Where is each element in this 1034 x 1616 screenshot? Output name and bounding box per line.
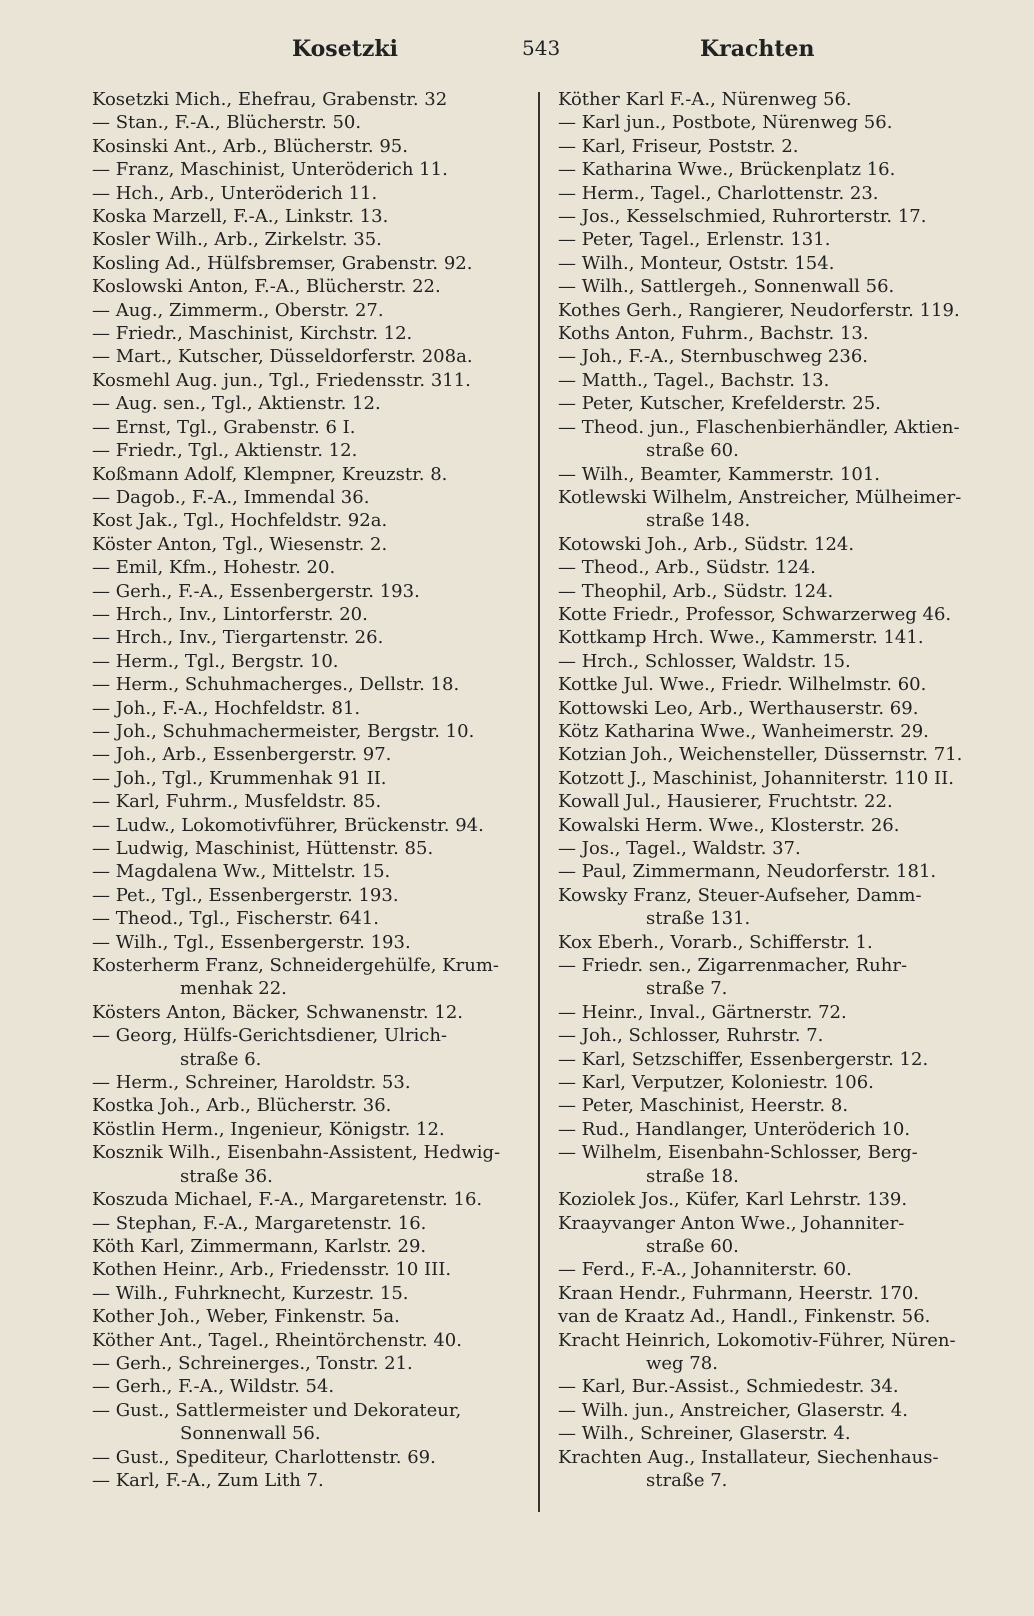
directory-entry: — Theod. jun., Flaschenbierhändler, Aktien-: [558, 416, 960, 438]
directory-entry: Kosinski Ant., Arb., Blücherstr. 95.: [92, 135, 408, 157]
directory-entry: — Karl, F.-A., Zum Lith 7.: [92, 1469, 324, 1491]
directory-entry: Kottkamp Hrch. Wwe., Kammerstr. 141.: [558, 627, 924, 649]
directory-entry: — Karl, Bur.-Assist., Schmiedestr. 34.: [558, 1376, 899, 1398]
directory-entry: Koßmann Adolf, Klempner, Kreuzstr. 8.: [92, 463, 448, 485]
directory-entry: — Wilh., Schreiner, Glaserstr. 4.: [558, 1423, 851, 1445]
directory-entry: Koslowski Anton, F.-A., Blücherstr. 22.: [92, 276, 441, 298]
directory-entry: straße 60.: [646, 1235, 739, 1257]
directory-entry: Kowall Jul., Hausierer, Fruchtstr. 22.: [558, 791, 893, 813]
directory-entry: Kottowski Leo, Arb., Werthauserstr. 69.: [558, 697, 919, 719]
directory-entry: straße 7.: [646, 1469, 728, 1491]
directory-entry: straße 60.: [646, 440, 739, 462]
directory-entry: Kowalski Herm. Wwe., Klosterstr. 26.: [558, 814, 900, 836]
directory-entry: straße 148.: [646, 510, 751, 532]
directory-entry: — Theod., Arb., Südstr. 124.: [558, 557, 816, 579]
directory-entry: — Gerh., F.-A., Wildstr. 54.: [92, 1376, 335, 1398]
directory-entry: — Hrch., Inv., Lintorferstr. 20.: [92, 603, 368, 625]
directory-entry: — Joh., Schlosser, Ruhrstr. 7.: [558, 1025, 824, 1047]
directory-entry: — Ludw., Lokomotivführer, Brückenstr. 94.: [92, 814, 484, 836]
directory-entry: Kostka Joh., Arb., Blücherstr. 36.: [92, 1095, 392, 1117]
directory-entry: — Ernst, Tgl., Grabenstr. 6 I.: [92, 416, 356, 438]
directory-entry: — Stan., F.-A., Blücherstr. 50.: [92, 112, 362, 134]
directory-entry: Kother Joh., Weber, Finkenstr. 5a.: [92, 1306, 400, 1328]
directory-entry: — Joh., F.-A., Hochfeldstr. 81.: [92, 697, 361, 719]
directory-entry: — Karl, Friseur, Poststr. 2.: [558, 135, 799, 157]
directory-entry: Kox Eberh., Vorarb., Schifferstr. 1.: [558, 931, 873, 953]
directory-entry: — Mart., Kutscher, Düsseldorferstr. 208a.: [92, 346, 473, 368]
directory-entry: — Dagob., F.-A., Immendal 36.: [92, 486, 370, 508]
directory-entry: — Pet., Tgl., Essenbergerstr. 193.: [92, 884, 399, 906]
directory-entry: — Herm., Tagel., Charlottenstr. 23.: [558, 182, 879, 204]
directory-entry: straße 7.: [646, 978, 728, 1000]
directory-entry: — Joh., Arb., Essenbergerstr. 97.: [92, 744, 392, 766]
directory-entry: — Wilh., Fuhrknecht, Kurzestr. 15.: [92, 1282, 409, 1304]
directory-entry: weg 78.: [646, 1352, 718, 1374]
directory-entry: — Paul, Zimmermann, Neudorferstr. 181.: [558, 861, 937, 883]
directory-entry: — Gust., Sattlermeister und Dekorateur,: [92, 1399, 462, 1421]
directory-entry: — Franz, Maschinist, Unteröderich 11.: [92, 159, 448, 181]
directory-entry: Kosetzki Mich., Ehefrau, Grabenstr. 32: [92, 89, 448, 110]
directory-entry: Kowsky Franz, Steuer-Aufseher, Damm-: [558, 884, 922, 906]
directory-entry: — Wilh. jun., Anstreicher, Glaserstr. 4.: [558, 1399, 908, 1421]
directory-entry: — Gerh., F.-A., Essenbergerstr. 193.: [92, 580, 420, 602]
directory-entry: — Stephan, F.-A., Margaretenstr. 16.: [92, 1212, 427, 1234]
directory-entry: — Hch., Arb., Unteröderich 11.: [92, 182, 378, 204]
header-first-name: Kosetzki: [292, 36, 398, 62]
directory-entry: Kraayvanger Anton Wwe., Johanniter-: [558, 1212, 905, 1234]
directory-entry: Koska Marzell, F.-A., Linkstr. 13.: [92, 206, 389, 228]
column-divider: [538, 92, 540, 1512]
directory-entry: — Peter, Kutscher, Krefelderstr. 25.: [558, 393, 881, 415]
directory-entry: — Aug., Zimmerm., Oberstr. 27.: [92, 299, 384, 321]
directory-entry: — Herm., Schuhmacherges., Dellstr. 18.: [92, 674, 460, 696]
directory-entry: Kosmehl Aug. jun., Tgl., Friedensstr. 311.: [92, 369, 471, 391]
directory-entry: — Friedr., Tgl., Aktienstr. 12.: [92, 440, 358, 462]
directory-entry: Kothes Gerh., Rangierer, Neudorferstr. 119.: [558, 299, 960, 321]
directory-entry: straße 131.: [646, 908, 751, 930]
directory-entry: Köth Karl, Zimmermann, Karlstr. 29.: [92, 1235, 427, 1257]
directory-entry: Köstlin Herm., Ingenieur, Königstr. 12.: [92, 1118, 445, 1140]
directory-entry: Kosterherm Franz, Schneidergehülfe, Krum-: [92, 955, 499, 977]
directory-entry: — Herm., Schreiner, Haroldstr. 53.: [92, 1072, 411, 1094]
directory-entry: — Karl jun., Postbote, Nürenweg 56.: [558, 112, 893, 134]
directory-entry: Koths Anton, Fuhrm., Bachstr. 13.: [558, 323, 869, 345]
page-number: 543: [522, 36, 561, 60]
directory-entry: Kotlewski Wilhelm, Anstreicher, Mülheimer-: [558, 486, 962, 508]
directory-entry: — Joh., F.-A., Sternbuschweg 236.: [558, 346, 869, 368]
directory-entry: Kotte Friedr., Professor, Schwarzerweg 46.: [558, 603, 952, 625]
directory-entry: — Emil, Kfm., Hohestr. 20.: [92, 557, 336, 579]
directory-entry: — Friedr., Maschinist, Kirchstr. 12.: [92, 323, 413, 345]
directory-entry: Kothen Heinr., Arb., Friedensstr. 10 III.: [92, 1259, 452, 1281]
directory-entry: — Wilh., Sattlergeh., Sonnenwall 56.: [558, 276, 895, 298]
directory-entry: Kosler Wilh., Arb., Zirkelstr. 35.: [92, 229, 382, 251]
directory-entry: Krachten Aug., Installateur, Siechenhaus-: [558, 1446, 939, 1468]
directory-entry: — Peter, Tagel., Erlenstr. 131.: [558, 229, 831, 251]
directory-entry: — Rud., Handlanger, Unteröderich 10.: [558, 1118, 911, 1140]
directory-entry: Köster Anton, Tgl., Wiesenstr. 2.: [92, 533, 388, 555]
directory-entry: — Heinr., Inval., Gärtnerstr. 72.: [558, 1001, 847, 1023]
directory-entry: — Wilhelm, Eisenbahn-Schlosser, Berg-: [558, 1142, 918, 1164]
directory-entry: — Ferd., F.-A., Johanniterstr. 60.: [558, 1259, 852, 1281]
directory-entry: — Karl, Setzschiffer, Essenbergerstr. 12.: [558, 1048, 929, 1070]
directory-entry: — Wilh., Tgl., Essenbergerstr. 193.: [92, 931, 411, 953]
directory-entry: — Hrch., Inv., Tiergartenstr. 26.: [92, 627, 384, 649]
directory-entry: Kracht Heinrich, Lokomotiv-Führer, Nüren-: [558, 1329, 956, 1351]
directory-entry: Kosling Ad., Hülfsbremser, Grabenstr. 92.: [92, 252, 473, 274]
directory-entry: — Jos., Tagel., Waldstr. 37.: [558, 838, 801, 859]
directory-entry: Koszuda Michael, F.-A., Margaretenstr. 16.: [92, 1189, 483, 1211]
directory-entry: — Theophil, Arb., Südstr. 124.: [558, 580, 834, 602]
directory-entry: Kottke Jul. Wwe., Friedr. Wilhelmstr. 60.: [558, 674, 927, 696]
directory-entry: Köther Ant., Tagel., Rheintörchenstr. 40.: [92, 1329, 462, 1351]
directory-entry: — Joh., Tgl., Krummenhak 91 II.: [92, 767, 387, 789]
directory-entry: Kösters Anton, Bäcker, Schwanenstr. 12.: [92, 1001, 464, 1023]
directory-entry: — Katharina Wwe., Brückenplatz 16.: [558, 159, 896, 181]
directory-entry: — Theod., Tgl., Fischerstr. 641.: [92, 908, 379, 930]
directory-entry: straße 6.: [180, 1048, 262, 1070]
directory-entry: Kötz Katharina Wwe., Wanheimerstr. 29.: [558, 720, 929, 742]
directory-entry: — Hrch., Schlosser, Waldstr. 15.: [558, 650, 851, 672]
header-last-name: Krachten: [700, 36, 815, 62]
directory-entry: Kraan Hendr., Fuhrmann, Heerstr. 170.: [558, 1282, 920, 1304]
directory-entry: — Gust., Spediteur, Charlottenstr. 69.: [92, 1446, 436, 1468]
page-header: [92, 36, 962, 76]
directory-entry: — Gerh., Schreinerges., Tonstr. 21.: [92, 1352, 413, 1374]
directory-entry: Kotzott J., Maschinist, Johanniterstr. 110 II.: [558, 767, 954, 789]
directory-entry: — Wilh., Beamter, Kammerstr. 101.: [558, 463, 881, 485]
directory-entry: — Georg, Hülfs-Gerichtsdiener, Ulrich-: [92, 1025, 448, 1047]
directory-entry: — Wilh., Monteur, Oststr. 154.: [558, 252, 835, 274]
directory-entry: — Karl, Verputzer, Koloniestr. 106.: [558, 1072, 874, 1094]
directory-entry: Kosznik Wilh., Eisenbahn-Assistent, Hedwig-: [92, 1142, 501, 1164]
directory-entry: — Matth., Tagel., Bachstr. 13.: [558, 369, 830, 391]
directory-entry: — Peter, Maschinist, Heerstr. 8.: [558, 1095, 849, 1117]
directory-entry: — Friedr. sen., Zigarrenmacher, Ruhr-: [558, 955, 908, 977]
directory-entry: Kotzian Joh., Weichensteller, Düssernstr. 71.: [558, 744, 963, 766]
directory-entry: — Herm., Tgl., Bergstr. 10.: [92, 650, 339, 672]
right-column: [558, 88, 988, 1492]
directory-entry: — Aug. sen., Tgl., Aktienstr. 12.: [92, 393, 381, 415]
directory-entry: straße 18.: [646, 1165, 739, 1187]
directory-entry: — Jos., Kesselschmied, Ruhrorterstr. 17.: [558, 206, 927, 228]
directory-entry: menhak 22.: [180, 978, 287, 1000]
directory-entry: Sonnenwall 56.: [180, 1423, 321, 1445]
directory-entry: — Ludwig, Maschinist, Hüttenstr. 85.: [92, 838, 434, 859]
directory-entry: Kost Jak., Tgl., Hochfeldstr. 92a.: [92, 510, 388, 532]
directory-entry: van de Kraatz Ad., Handl., Finkenstr. 56.: [558, 1306, 931, 1328]
directory-entry: Kotowski Joh., Arb., Südstr. 124.: [558, 533, 855, 555]
directory-entry: — Joh., Schuhmachermeister, Bergstr. 10.: [92, 720, 475, 742]
directory-entry: Köther Karl F.-A., Nürenweg 56.: [558, 89, 852, 110]
directory-entry: — Karl, Fuhrm., Musfeldstr. 85.: [92, 791, 382, 813]
directory-entry: — Magdalena Ww., Mittelstr. 15.: [92, 861, 391, 883]
left-column: [92, 88, 522, 1492]
directory-entry: Koziolek Jos., Küfer, Karl Lehrstr. 139.: [558, 1189, 908, 1211]
directory-entry: straße 36.: [180, 1165, 273, 1187]
